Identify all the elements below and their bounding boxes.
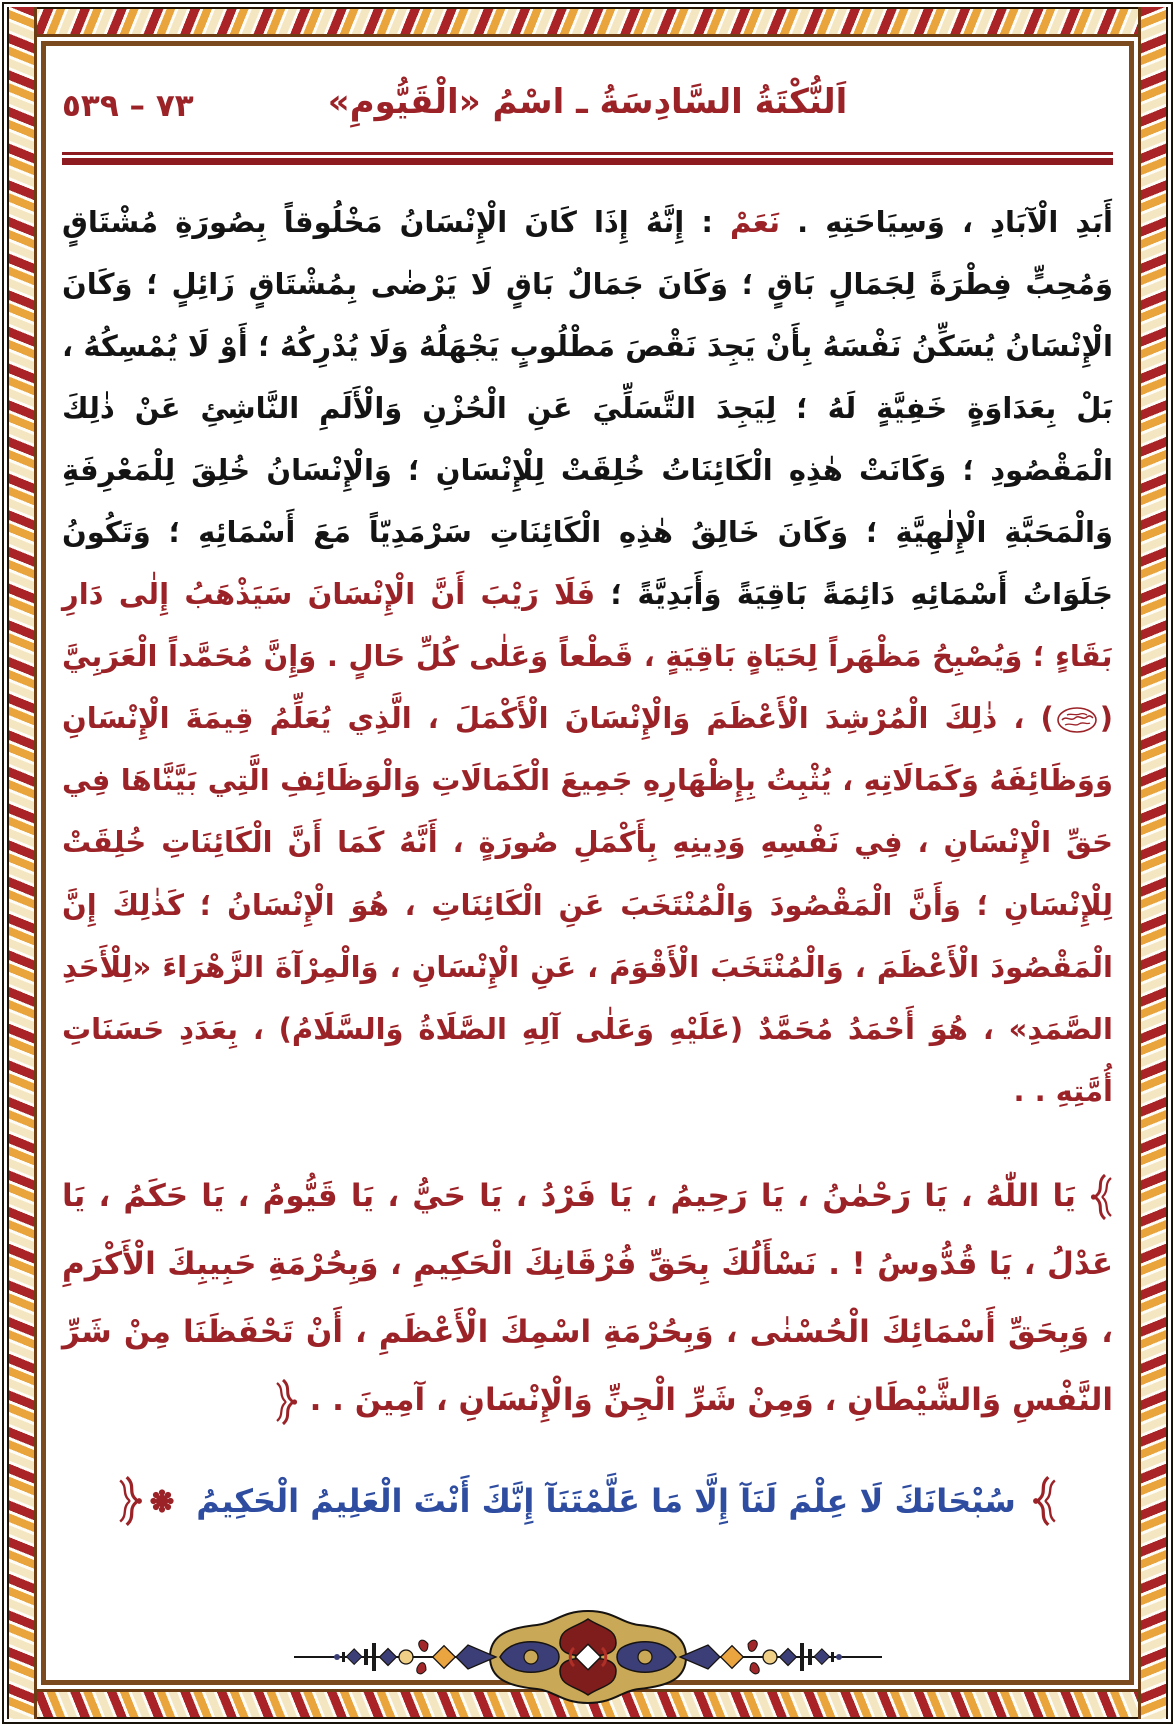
body-text: : إِنَّهُ إِذَا كَانَ الْإِنْسَانُ مَخْلُوقاً بِصُورَةِ مُشْتَاقٍ وَمُحِبٍّ فِطْرَةً لِجَمَالٍ بَاقٍ ؛ وَكَانَ جَمَالٌ بَاقٍ لَا يَرْضٰى بِمُشْتَاقٍ زَائِلٍ ؛ وَكَانَ الْإِنْسَانُ يُسَكِّنُ نَفْسَهُ بِأَنْ يَجِدَ نَقْصَ مَطْلُوبٍ يَجْهَلُهُ وَلَا يُدْرِكُهُ ؛ أَوْ لَا يُمْسِكُهُ ، بَلْ بِعَدَاوَةٍ خَفِيَّةٍ لَهُ ؛ لِيَجِدَ التَّسَلِّيَ عَنِ الْحُزْنِ وَالْأَلَمِ النَّاشِئِ عَنْ ذٰلِكَ الْمَقْصُودِ ؛ وَكَانَتْ هٰذِهِ الْكَائِنَاتُ خُلِقَتْ لِلْإِنْسَانِ ؛ وَالْإِنْسَانُ خُلِقَ لِلْمَعْرِفَةِ وَالْمَحَبَّةِ الْإِلٰهِيَّةِ ؛ وَكَانَ خَالِقُ هٰذِهِ الْكَائِنَاتِ سَرْمَدِيّاً مَعَ أَسْمَائِهِ ؛ وَتَكُونُ جَلَوَاتُ أَسْمَائِهِ دَائِمَةً بَاقِيَةً وَأَبَدِيَّةً ؛: [62, 205, 1113, 612]
ornamental-border-left: [7, 7, 37, 1719]
ornate-bracket-icon: [118, 1472, 144, 1530]
body-text-highlight: نَعَمْ: [730, 205, 781, 239]
body-paragraph: أَبَدِ الْآبَادِ ، وَسِيَاحَتِهِ . نَعَمْ : إِنَّهُ إِذَا كَانَ الْإِنْسَانُ مَخْلُوقاً بِصُورَةِ مُشْتَاقٍ وَمُحِبٍّ فِطْرَةً لِجَمَالٍ بَاقٍ ؛ وَكَانَ جَمَالٌ بَاقٍ لَا يَرْضٰى بِمُشْتَاقٍ زَائِلٍ ؛ وَكَانَ الْإِنْسَانُ يُسَكِّنُ نَفْسَهُ بِأَنْ يَجِدَ نَقْصَ مَطْلُوبٍ يَجْهَلُهُ وَلَا يُدْرِكُهُ ؛ أَوْ لَا يُمْسِكُهُ ، بَلْ بِعَدَاوَةٍ خَفِيَّةٍ لَهُ ؛ لِيَجِدَ التَّسَلِّيَ عَنِ الْحُزْنِ وَالْأَلَمِ النَّاشِئِ عَنْ ذٰلِكَ الْمَقْصُودِ ؛ وَكَانَتْ هٰذِهِ الْكَائِنَاتُ خُلِقَتْ لِلْإِنْسَانِ ؛ وَالْإِنْسَانُ خُلِقَ لِلْمَعْرِفَةِ وَالْمَحَبَّةِ الْإِلٰهِيَّةِ ؛ وَكَانَ خَالِقُ هٰذِهِ الْكَائِنَاتِ سَرْمَدِيّاً مَعَ أَسْمَائِهِ ؛ وَتَكُونُ جَلَوَاتُ أَسْمَائِهِ دَائِمَةً بَاقِيَةً وَأَبَدِيَّةً ؛ فَلَا رَيْبَ أَنَّ الْإِنْسَانَ سَيَذْهَبُ إِلٰى دَارِ بَقَاءٍ ؛ وَيُصْبِحُ مَظْهَراً لِحَيَاةٍ بَاقِيَةٍ ، قَطْعاً وَعَلٰى كُلِّ حَالٍ . وَإِنَّ مُحَمَّداً الْعَرَبِيَّ () ، ذٰلِكَ الْمُرْشِدَ الْأَعْظَمَ وَالْإِنْسَانَ الْأَكْمَلَ ، الَّذِي يُعَلِّمُ قِيمَةَ الْإِنْسَانِ وَوَظَائِفَهُ وَكَمَالَاتِهِ ، يُثْبِتُ بِإِظْهَارِهِ جَمِيعَ الْكَمَالَاتِ وَالْوَظَائِفِ الَّتِي بَيَّنَّاهَا فِي حَقِّ الْإِنْسَانِ ، فِي نَفْسِهِ وَدِينِهِ بِأَكْمَلِ صُورَةٍ ، أَنَّهُ كَمَا أَنَّ الْكَائِنَاتِ خُلِقَتْ لِلْإِنْسَانِ ؛ وَأَنَّ الْمَقْصُودَ وَالْمُنْتَخَبَ عَنِ الْكَائِنَاتِ ، هُوَ الْإِنْسَانُ ؛ كَذٰلِكَ إِنَّ الْمَقْصُودَ الْأَعْظَمَ ، وَالْمُنْتَخَبَ الْأَقْوَمَ ، عَنِ الْإِنْسَانِ ، وَالْمِرْآةَ الزَّهْرَاءَ «لِلْأَحَدِ الصَّمَدِ» ، هُوَ أَحْمَدُ مُحَمَّدٌ (عَلَيْهِ وَعَلٰى آلِهِ الصَّلَاةُ وَالسَّلَامُ) ، بِعَدَدِ حَسَنَاتِ أُمَّتِهِ . .: [62, 205, 1113, 1108]
header-rule-thick: [62, 158, 1113, 165]
bottom-divider-ornament: [288, 1596, 888, 1718]
prayer-paragraph: [62, 1162, 1113, 1435]
body-text-highlight: ، ذٰلِكَ الْمُرْشِدَ الْأَعْظَمَ وَالْإِنْسَانَ الْأَكْمَلَ ، الَّذِي يُعَلِّمُ قِيمَةَ الْإِنْسَانِ وَوَظَائِفَهُ وَكَمَالَاتِهِ ، يُثْبِتُ بِإِظْهَارِهِ جَمِيعَ الْكَمَالَاتِ وَالْوَظَائِفِ الَّتِي بَيَّنَّاهَا فِي حَقِّ الْإِنْسَانِ ، فِي نَفْسِهِ وَدِينِهِ بِأَكْمَلِ صُورَةٍ ، أَنَّهُ كَمَا أَنَّ الْكَائِنَاتِ خُلِقَتْ لِلْإِنْسَانِ ؛ وَأَنَّ الْمَقْصُودَ وَالْمُنْتَخَبَ عَنِ الْكَائِنَاتِ ، هُوَ الْإِنْسَانُ ؛ كَذٰلِكَ إِنَّ الْمَقْصُودَ الْأَعْظَمَ ، وَالْمُنْتَخَبَ الْأَقْوَمَ ، عَنِ الْإِنْسَانِ ، وَالْمِرْآةَ الزَّهْرَاءَ «لِلْأَحَدِ الصَّمَدِ» ، هُوَ أَحْمَدُ مُحَمَّدٌ (عَلَيْهِ وَعَلٰى آلِهِ الصَّلَاةُ وَالسَّلَامُ) ، بِعَدَدِ حَسَنَاتِ أُمَّتِهِ . .: [62, 701, 1113, 1108]
body-text-highlight: فَلَا رَيْبَ أَنَّ الْإِنْسَانَ سَيَذْهَبُ إِلٰى دَارِ بَقَاءٍ ؛ وَيُصْبِحُ مَظْهَراً لِحَيَاةٍ بَاقِيَةٍ ، قَطْعاً وَعَلٰى كُلِّ حَالٍ . وَإِنَّ مُحَمَّداً الْعَرَبِيَّ: [62, 577, 1113, 674]
verse-text: سُبْحَانَكَ لَا عِلْمَ لَنَآ إِلَّا مَا عَلَّمْتَنَآ إِنَّكَ أَنْتَ الْعَلِيمُ الْحَكِيمُ: [196, 1482, 1016, 1521]
header-rule-thin: [62, 152, 1113, 155]
body-text: أَبَدِ الْآبَادِ ، وَسِيَاحَتِهِ .: [780, 205, 1113, 239]
quran-verse: [62, 1472, 1113, 1530]
page-number: ٧٣ – ٥٣٩: [62, 88, 194, 124]
page-header: [62, 78, 1113, 144]
bottom-divider: [62, 1596, 1113, 1722]
page-title: اَلنُّكْتَةُ السَّادِسَةُ ـ اسْمُ «الْقَيُّومِ»: [327, 82, 848, 122]
ornamental-border-top: [7, 7, 1168, 37]
ornate-bracket-icon: [275, 1377, 299, 1427]
salawat-seal-icon: [1056, 706, 1098, 734]
ornate-bracket-icon: [1031, 1472, 1057, 1530]
ornamental-border-right: [1138, 7, 1168, 1719]
prayer-text: يَا اللّٰهُ ، يَا رَحْمٰنُ ، يَا رَحِيمُ ، يَا فَرْدُ ، يَا حَيُّ ، يَا قَيُّومُ ، يَا حَكَمُ ، يَا عَدْلُ ، يَا قُدُّوسُ ! . نَسْأَلُكَ بِحَقِّ فُرْقَانِكَ الْحَكِيمِ ، وَبِحُرْمَةِ حَبِيبِكَ الْأَكْرَمِ ، وَبِحَقِّ أَسْمَائِكَ الْحُسْنٰى ، وَبِحُرْمَةِ اسْمِكَ الْأَعْظَمِ ، أَنْ تَحْفَظَنَا مِنْ شَرِّ النَّفْسِ وَالشَّيْطَانِ ، وَمِنْ شَرِّ الْجِنِّ وَالْإِنْسَانِ ، آمِينَ . .: [62, 1177, 1113, 1419]
rosette-icon: [149, 1488, 175, 1514]
ornate-bracket-icon: [1089, 1172, 1113, 1222]
